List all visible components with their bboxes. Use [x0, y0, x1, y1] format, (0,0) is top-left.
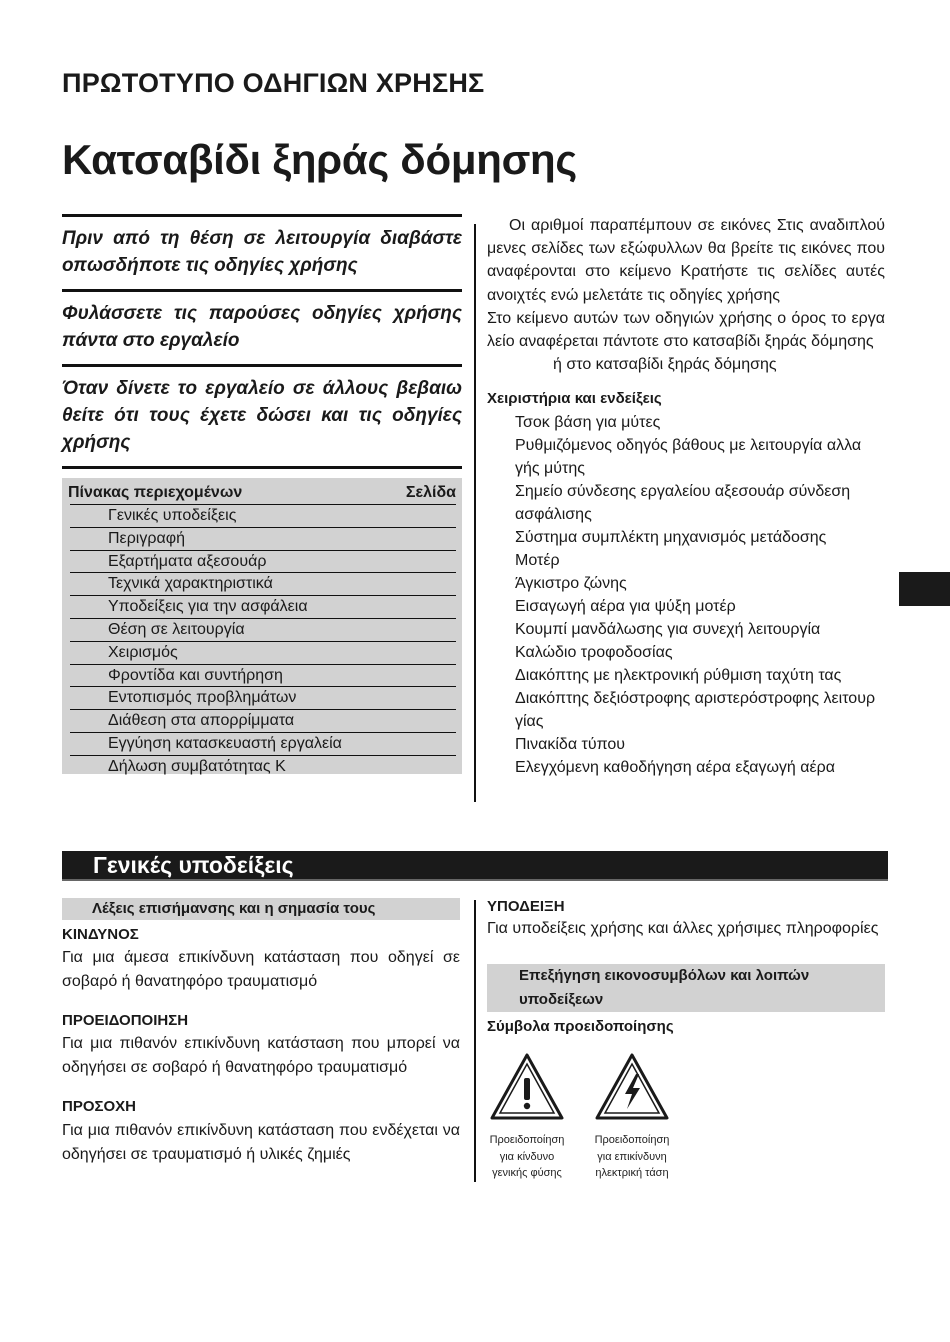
section-title: Γενικές υποδείξεις: [93, 852, 294, 878]
toc-item[interactable]: Φροντίδα και συντήρηση: [70, 664, 456, 687]
danger-label: ΚΙΝΔΥΝΟΣ: [62, 926, 139, 943]
symbol-general-danger: [477, 1052, 577, 1182]
caution-label: ΠΡΟΣΟΧΗ: [62, 1098, 137, 1115]
hint-text: Για υποδείξεις χρήσης και άλλες χρήσιμες πληροφορίες: [487, 920, 879, 937]
section-title-band: [62, 851, 888, 881]
column-divider: [474, 224, 476, 802]
general-danger-warning-icon: [489, 1052, 565, 1122]
symbol-caption-line: Προειδοποίηση: [489, 1134, 565, 1146]
toc-item[interactable]: Χειρισμός: [70, 641, 456, 664]
table-of-contents: [62, 478, 462, 774]
symbol-caption-line: ηλεκτρική τάση: [595, 1167, 669, 1179]
toc-list: [68, 504, 456, 778]
document-heading: ΠΡΩΤΟΤΥΠΟ ΟΔΗΓΙΩΝ ΧΡΗΣΗΣ: [62, 68, 485, 98]
intro-paragraph-tool-term-cont: ή στο κατσαβίδι ξηράς δόμησης: [553, 356, 777, 374]
symbol-caption-line: για επικίνδυνη: [597, 1150, 667, 1163]
list-item: Τσοκ βάση για μύτες: [515, 414, 661, 431]
toc-item[interactable]: Τεχνικά χαρακτηριστικά: [70, 572, 456, 595]
important-notices: [62, 214, 462, 469]
symbols-explanation-heading: Επεξήγηση εικονοσυμβόλων και λοιπών υποδείξεων: [487, 964, 885, 1012]
toc-header-title: Πίνακας περιεχομένων: [68, 484, 243, 501]
symbol-caption: [582, 1132, 682, 1182]
list-item: Ρυθμιζόμενος οδηγός βάθους με λειτουργία αλλα γής μύτης: [515, 437, 862, 477]
toc-item[interactable]: Δήλωση συμβατότητας Κ: [70, 755, 456, 778]
toc-item[interactable]: Εξαρτήματα αξεσουάρ: [70, 550, 456, 573]
list-item: Σύστημα συμπλέκτη μηχανισμός μετάδοσης: [515, 529, 827, 546]
controls-heading: Χειριστήρια και ενδείξεις: [487, 390, 662, 407]
toc-item[interactable]: Εντοπισμός προβλημάτων: [70, 686, 456, 709]
list-item: Διακόπτης δεξιόστροφης αριστερόστροφης λειτουρ γίας: [515, 690, 876, 730]
notice-read-instructions: Πριν από τη θέση σε λειτουργία διαβάστε οπωσδήποτε τις οδηγίες χρήσης: [62, 214, 462, 289]
danger-text: Για μια άμεσα επικίνδυνη κατάσταση που οδηγεί σε σοβαρό ή θανατηφόρο τραυματισμό: [62, 949, 460, 990]
toc-header-page: Σελίδα: [405, 484, 456, 501]
symbol-electric-voltage: [582, 1052, 682, 1182]
toc-item[interactable]: Γενικές υποδείξεις: [70, 504, 456, 527]
column-divider: [474, 900, 476, 1182]
electric-voltage-warning-icon: [594, 1052, 670, 1122]
intro-paragraph-tool-term: Στο κείμενο αυτών των οδηγιών χρήσης ο όρος το εργα λείο αναφέρεται πάντοτε στο κατσαβίδι ξηράς δόμησης: [487, 309, 885, 351]
list-item: Πινακίδα τύπου: [515, 736, 626, 753]
notices-bottom-rule: [62, 466, 462, 469]
toc-item[interactable]: Περιγραφή: [70, 527, 456, 550]
list-item: Μοτέρ: [515, 552, 560, 569]
list-item: Καλώδιο τροφοδοσίας: [515, 644, 673, 661]
warning-symbols-label: Σύμβολα προειδοποίησης: [487, 1018, 674, 1035]
list-item: Σημείο σύνδεσης εργαλείου αξεσουάρ σύνδεση ασφάλισης: [515, 483, 851, 523]
page-edge-tab-marker: [899, 572, 950, 606]
hint-label: ΥΠΟΔΕΙΞΗ: [487, 898, 565, 915]
toc-header: [68, 482, 456, 504]
list-item: Διακόπτης με ηλεκτρονική ρύθμιση ταχύτη τας: [515, 667, 842, 684]
symbol-caption-line: γενικής φύσης: [492, 1167, 562, 1179]
symbol-caption-line: Προειδοποίηση: [594, 1134, 670, 1146]
notice-keep-instructions: Φυλάσσετε τις παρούσες οδηγίες χρήσης πάντα στο εργαλείο: [62, 289, 462, 364]
list-item: Άγκιστρο ζώνης: [515, 575, 627, 592]
controls-list: [515, 411, 885, 779]
toc-item[interactable]: Υποδείξεις για την ασφάλεια: [70, 595, 456, 618]
notice-pass-on-instructions: Όταν δίνετε το εργαλείο σε άλλους βεβαιω θείτε ότι τους έχετε δώσει και τις οδηγίες χρήσης: [62, 364, 462, 466]
list-item: Εισαγωγή αέρα για ψύξη μοτέρ: [515, 598, 736, 615]
warning-label: ΠΡΟΕΙΔΟΠΟΙΗΣΗ: [62, 1012, 189, 1029]
list-item: Ελεγχόμενη καθοδήγηση αέρα εξαγωγή αέρα: [515, 759, 836, 776]
symbol-caption: [477, 1132, 577, 1182]
symbol-caption-line: για κίνδυνο: [499, 1150, 555, 1163]
toc-item[interactable]: Θέση σε λειτουργία: [70, 618, 456, 641]
page-title: Κατσαβίδι ξηράς δόμησης: [62, 136, 577, 183]
caution-text: Για μια πιθανόν επικίνδυνη κατάσταση που ενδέχεται να οδηγήσει σε τραυματισμό ή υλικές ζημιές: [62, 1122, 460, 1163]
list-item: Κουμπί μανδάλωσης για συνεχή λειτουργία: [515, 621, 821, 638]
intro-text: [487, 214, 885, 376]
toc-item[interactable]: Διάθεση στα απορρίμματα: [70, 709, 456, 732]
signal-words-heading: Λέξεις επισήμανσης και η σημασία τους: [62, 898, 460, 920]
warning-text: Για μια πιθανόν επικίνδυνη κατάσταση που μπορεί να οδηγήσει σε σοβαρό ή θανατηφόρο τραυματισμό: [62, 1035, 460, 1076]
intro-paragraph-figures: Οι αριθμοί παραπέμπουν σε εικόνες Στις αναδιπλού μενες σελίδες των εξώφυλλων θα βρείτε τις εικόνες που αναφέρονται στο κείμενο Κρατήστε τις σελίδες αυτές ανοιχτές ενώ μελετάτε τις οδηγίες χρήσης: [487, 217, 885, 304]
toc-item[interactable]: Εγγύηση κατασκευαστή εργαλεία: [70, 732, 456, 755]
